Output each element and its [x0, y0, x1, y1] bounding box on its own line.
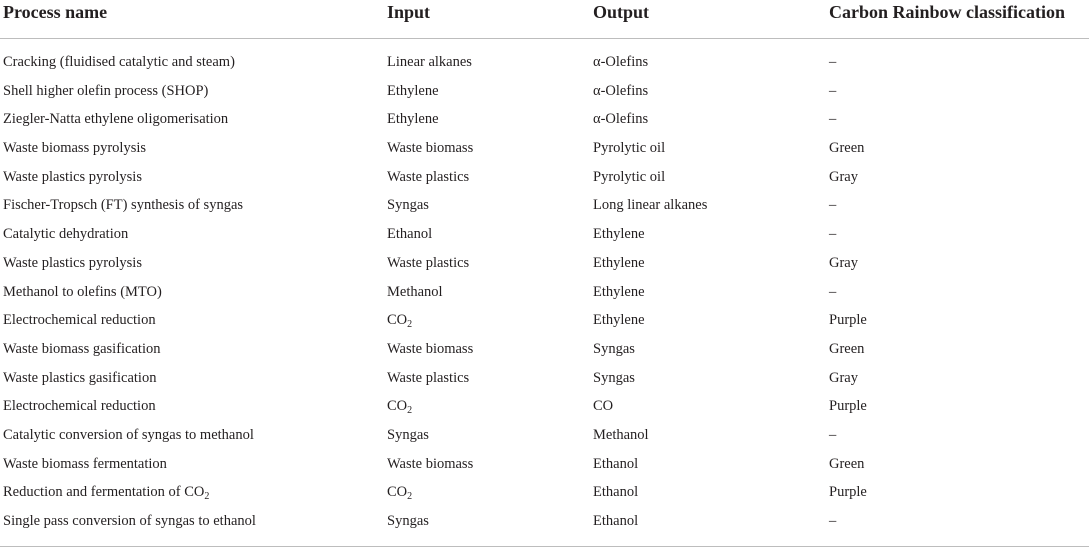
cell-input-text: Waste biomass: [387, 455, 474, 472]
cell-process-name: [3, 82, 208, 100]
cell-process-name-text: Electrochemical reduction: [3, 398, 156, 415]
cell-classification-text: Purple: [829, 312, 867, 329]
table-body: [0, 48, 1089, 536]
cell-output: [593, 196, 707, 214]
cell-output-text: Ethylene: [593, 254, 645, 271]
header-input: Input: [387, 2, 431, 22]
table-row: [0, 77, 1089, 106]
cell-classification-text: –: [829, 513, 837, 529]
cell-classification: [829, 397, 867, 415]
cell-output: [593, 512, 638, 530]
cell-input-text: Syngas: [387, 197, 429, 214]
cell-input: [387, 225, 432, 243]
cell-input-subscript: 2: [407, 319, 413, 331]
cell-classification-text: Purple: [829, 484, 867, 501]
cell-classification: [829, 82, 836, 100]
cell-classification-text: –: [829, 54, 837, 70]
cell-classification: [829, 225, 836, 243]
table-row: [0, 220, 1089, 249]
cell-output: [593, 168, 665, 186]
cell-output-text: Pyrolytic oil: [593, 140, 666, 157]
cell-process-name-text: Shell higher olefin process (SHOP): [3, 82, 209, 99]
cell-input-text: Ethylene: [387, 82, 439, 99]
cell-process-name-text: Single pass conversion of syngas to ethanol: [3, 513, 256, 529]
cell-classification-text: Gray: [829, 369, 858, 386]
cell-output: [593, 397, 613, 415]
cell-input: [387, 397, 412, 417]
cell-process-name-text: Cracking (fluidised catalytic and steam): [3, 54, 235, 70]
cell-output-text: Ethanol: [593, 484, 639, 501]
cell-process-name: [3, 139, 146, 157]
cell-input: [387, 110, 439, 128]
cell-input: [387, 340, 473, 358]
cell-input: [387, 483, 412, 503]
cell-process-name: [3, 455, 167, 473]
cell-process-name: [3, 397, 156, 415]
cell-output: [593, 455, 638, 473]
cell-classification-text: Green: [829, 455, 865, 472]
cell-output: [593, 311, 645, 329]
cell-process-name-text: Methanol to olefins (MTO): [3, 283, 162, 300]
cell-input-text: Waste plastics: [387, 369, 470, 386]
cell-input: [387, 369, 469, 387]
cell-output-text: Pyrolytic oil: [593, 168, 666, 185]
cell-input-text: CO: [387, 398, 408, 415]
cell-classification: [829, 168, 858, 186]
cell-classification: [829, 426, 836, 444]
cell-process-name-text: Waste biomass gasification: [3, 340, 161, 357]
cell-classification-text: –: [829, 111, 837, 128]
cell-output: [593, 283, 645, 301]
table-row: [0, 364, 1089, 393]
table-row: [0, 450, 1089, 479]
cell-input: [387, 82, 439, 100]
cell-input-text: Waste biomass: [387, 140, 474, 157]
cell-output-text: α-Olefins: [593, 54, 649, 70]
cell-classification-text: –: [829, 226, 837, 243]
cell-input-text: Ethylene: [387, 111, 439, 128]
table-row: [0, 306, 1089, 335]
cell-process-name: [3, 110, 228, 128]
cell-input-text: CO: [387, 312, 408, 329]
cell-input: [387, 426, 429, 444]
cell-output-text: Long linear alkanes: [593, 197, 708, 214]
cell-classification-text: –: [829, 197, 837, 214]
cell-classification: [829, 254, 858, 272]
cell-output: [593, 139, 665, 157]
cell-classification: [829, 139, 864, 157]
cell-input-text: Waste plastics: [387, 254, 470, 271]
cell-classification: [829, 483, 867, 501]
cell-classification: [829, 283, 836, 301]
header-process-name: Process name: [3, 2, 108, 22]
cell-output: [593, 225, 645, 243]
cell-process-name: [3, 369, 156, 387]
cell-process-name: [3, 311, 156, 329]
cell-process-name: [3, 283, 162, 301]
cell-output-text: Ethanol: [593, 513, 639, 529]
header-output: Output: [593, 2, 650, 22]
cell-input-text: Waste plastics: [387, 168, 470, 185]
cell-process-name-text: Electrochemical reduction: [3, 312, 156, 329]
cell-process-name-text: Waste plastics gasification: [3, 369, 157, 386]
header-classification: Carbon Rainbow classification: [829, 2, 1066, 22]
table-row: [0, 278, 1089, 307]
cell-process-name: [3, 196, 243, 214]
cell-classification: [829, 512, 836, 530]
cell-output-text: Syngas: [593, 340, 635, 357]
cell-input: [387, 455, 473, 473]
cell-output: [593, 340, 635, 358]
cell-classification-text: Purple: [829, 398, 867, 415]
cell-input-subscript: 2: [407, 491, 413, 503]
cell-process-name-subscript: 2: [204, 491, 210, 503]
cell-process-name-text: Ziegler-Natta ethylene oligomerisation: [3, 111, 229, 128]
cell-output: [593, 426, 649, 444]
cell-input: [387, 512, 429, 530]
table-header-row: [0, 0, 1089, 39]
cell-classification-text: Gray: [829, 254, 858, 271]
table-bottom-rule: [0, 546, 1089, 547]
cell-input: [387, 311, 412, 331]
table-row: [0, 478, 1089, 507]
table-row: [0, 48, 1089, 77]
table-row: [0, 134, 1089, 163]
cell-input: [387, 139, 473, 157]
cell-classification-text: Green: [829, 340, 865, 357]
cell-classification-text: –: [829, 82, 837, 99]
cell-classification: [829, 369, 858, 387]
cell-classification-text: Green: [829, 140, 865, 157]
table-row: [0, 392, 1089, 421]
cell-output: [593, 82, 648, 100]
cell-classification: [829, 53, 836, 71]
cell-classification-text: –: [829, 426, 837, 443]
cell-output: [593, 110, 648, 128]
cell-output-text: Ethylene: [593, 226, 645, 243]
cell-process-name: [3, 53, 235, 71]
cell-output-text: Methanol: [593, 426, 649, 443]
cell-output-text: Ethylene: [593, 283, 645, 300]
cell-classification: [829, 110, 836, 128]
cell-process-name: [3, 168, 142, 186]
cell-output-text: Ethanol: [593, 455, 639, 472]
cell-output-text: CO: [593, 398, 614, 415]
cell-classification: [829, 196, 836, 214]
cell-process-name: [3, 426, 254, 444]
cell-process-name: [3, 512, 256, 530]
cell-classification: [829, 340, 864, 358]
cell-input: [387, 168, 469, 186]
cell-classification: [829, 455, 864, 473]
table-row: [0, 507, 1089, 536]
cell-output-text: Syngas: [593, 369, 635, 386]
cell-output-text: Ethylene: [593, 312, 645, 329]
cell-process-name: [3, 483, 209, 503]
cell-output: [593, 254, 645, 272]
cell-input-text: Linear alkanes: [387, 54, 472, 70]
cell-process-name-text: Waste plastics pyrolysis: [3, 168, 142, 185]
cell-process-name-text: Waste biomass pyrolysis: [3, 140, 147, 157]
table-row: [0, 163, 1089, 192]
cell-input: [387, 196, 429, 214]
cell-process-name-text: Reduction and fermentation of CO: [3, 484, 205, 501]
cell-input-text: Ethanol: [387, 226, 433, 243]
cell-input-text: Waste biomass: [387, 340, 474, 357]
cell-output: [593, 369, 635, 387]
cell-input-text: Syngas: [387, 513, 429, 529]
cell-process-name-text: Fischer-Tropsch (FT) synthesis of syngas: [3, 197, 244, 214]
cell-process-name-text: Catalytic conversion of syngas to methanol: [3, 426, 254, 443]
cell-process-name: [3, 254, 142, 272]
cell-input-text: Syngas: [387, 426, 429, 443]
cell-process-name: [3, 225, 128, 243]
table-row: [0, 191, 1089, 220]
cell-output-text: α-Olefins: [593, 82, 649, 99]
cell-input-text: Methanol: [387, 283, 443, 300]
cell-process-name-text: Catalytic dehydration: [3, 226, 129, 243]
cell-input: [387, 254, 469, 272]
cell-process-name: [3, 340, 161, 358]
table-row: [0, 335, 1089, 364]
cell-input: [387, 53, 472, 71]
cell-process-name-text: Waste plastics pyrolysis: [3, 254, 142, 271]
cell-output: [593, 53, 648, 71]
cell-classification-text: Gray: [829, 168, 858, 185]
cell-input-text: CO: [387, 484, 408, 501]
table-row: [0, 421, 1089, 450]
table-row: [0, 105, 1089, 134]
cell-output-text: α-Olefins: [593, 111, 649, 128]
table-row: [0, 249, 1089, 278]
cell-input: [387, 283, 443, 301]
cell-process-name-text: Waste biomass fermentation: [3, 455, 167, 472]
cell-classification-text: –: [829, 283, 837, 300]
cell-input-subscript: 2: [407, 405, 413, 417]
cell-output: [593, 483, 638, 501]
cell-classification: [829, 311, 867, 329]
